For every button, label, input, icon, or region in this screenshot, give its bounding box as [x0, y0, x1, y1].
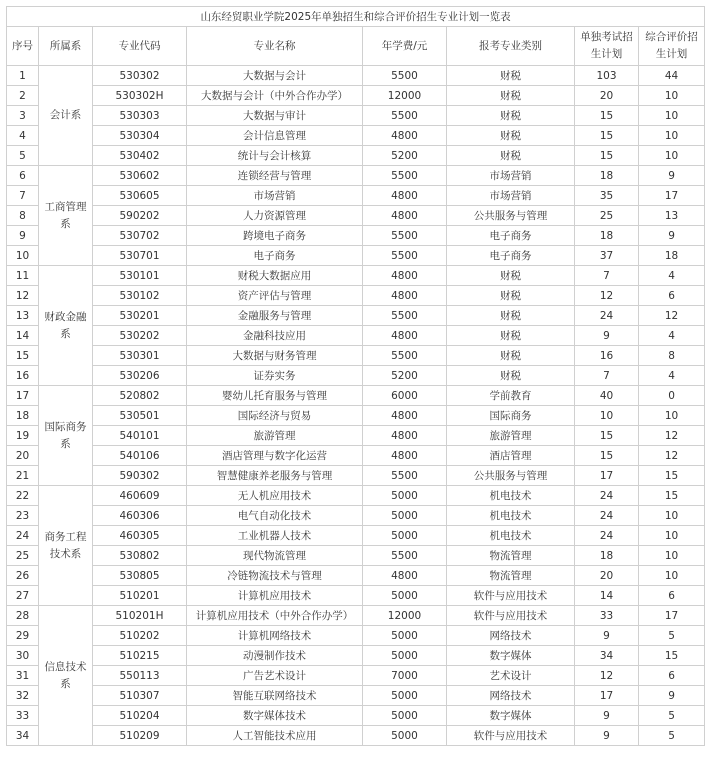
cell-fee: 5500: [363, 166, 447, 186]
table-row: [7, 386, 705, 406]
cell-code: 530605: [93, 186, 187, 206]
cell-code: 530302: [93, 66, 187, 86]
table-row: [7, 206, 705, 226]
table-row: [7, 666, 705, 686]
cell-department: 国际商务系: [39, 386, 93, 486]
cell-major-name: 无人机应用技术: [187, 486, 363, 506]
cell-fee: 12000: [363, 86, 447, 106]
cell-department: 商务工程技术系: [39, 486, 93, 606]
cell-category: 财税: [447, 366, 575, 386]
cell-seq: 27: [7, 586, 39, 606]
table-row: [7, 106, 705, 126]
table-row: [7, 86, 705, 106]
header-category: 报考专业类别: [447, 27, 575, 66]
cell-major-name: 广告艺术设计: [187, 666, 363, 686]
cell-comprehensive-plan: 15: [639, 646, 705, 666]
cell-single-plan: 9: [575, 706, 639, 726]
cell-seq: 4: [7, 126, 39, 146]
cell-code: 520802: [93, 386, 187, 406]
table-row: [7, 506, 705, 526]
table-row: [7, 366, 705, 386]
header-single-plan: 单独考试招生计划: [575, 27, 639, 66]
cell-category: 酒店管理: [447, 446, 575, 466]
cell-comprehensive-plan: 10: [639, 86, 705, 106]
cell-category: 艺术设计: [447, 666, 575, 686]
cell-seq: 11: [7, 266, 39, 286]
cell-code: 530701: [93, 246, 187, 266]
cell-comprehensive-plan: 10: [639, 406, 705, 426]
cell-single-plan: 25: [575, 206, 639, 226]
cell-single-plan: 34: [575, 646, 639, 666]
cell-comprehensive-plan: 10: [639, 546, 705, 566]
cell-category: 市场营销: [447, 166, 575, 186]
cell-comprehensive-plan: 10: [639, 106, 705, 126]
cell-comprehensive-plan: 10: [639, 526, 705, 546]
cell-seq: 6: [7, 166, 39, 186]
header-name: 专业名称: [187, 27, 363, 66]
cell-code: 530301: [93, 346, 187, 366]
cell-code: 530602: [93, 166, 187, 186]
cell-seq: 16: [7, 366, 39, 386]
cell-code: 510201H: [93, 606, 187, 626]
cell-category: 财税: [447, 146, 575, 166]
table-row: [7, 706, 705, 726]
cell-major-name: 跨境电子商务: [187, 226, 363, 246]
cell-single-plan: 18: [575, 546, 639, 566]
cell-seq: 7: [7, 186, 39, 206]
cell-fee: 5500: [363, 466, 447, 486]
cell-seq: 19: [7, 426, 39, 446]
table-row: [7, 166, 705, 186]
cell-fee: 4800: [363, 406, 447, 426]
cell-fee: 4800: [363, 286, 447, 306]
cell-category: 财税: [447, 126, 575, 146]
cell-seq: 8: [7, 206, 39, 226]
table-row: [7, 466, 705, 486]
cell-single-plan: 12: [575, 666, 639, 686]
cell-comprehensive-plan: 44: [639, 66, 705, 86]
header-seq: 序号: [7, 27, 39, 66]
cell-comprehensive-plan: 5: [639, 706, 705, 726]
cell-comprehensive-plan: 15: [639, 466, 705, 486]
cell-single-plan: 15: [575, 106, 639, 126]
cell-seq: 17: [7, 386, 39, 406]
cell-single-plan: 9: [575, 326, 639, 346]
cell-category: 市场营销: [447, 186, 575, 206]
cell-single-plan: 9: [575, 726, 639, 746]
cell-fee: 5500: [363, 346, 447, 366]
table-row: [7, 126, 705, 146]
cell-category: 网络技术: [447, 626, 575, 646]
cell-comprehensive-plan: 0: [639, 386, 705, 406]
cell-code: 510202: [93, 626, 187, 646]
cell-comprehensive-plan: 10: [639, 146, 705, 166]
cell-major-name: 大数据与会计: [187, 66, 363, 86]
cell-category: 财税: [447, 306, 575, 326]
cell-single-plan: 24: [575, 306, 639, 326]
cell-single-plan: 18: [575, 166, 639, 186]
cell-major-name: 电气自动化技术: [187, 506, 363, 526]
cell-comprehensive-plan: 4: [639, 366, 705, 386]
cell-category: 财税: [447, 266, 575, 286]
cell-category: 财税: [447, 346, 575, 366]
cell-major-name: 计算机网络技术: [187, 626, 363, 646]
cell-major-name: 人工智能技术应用: [187, 726, 363, 746]
table-row: [7, 346, 705, 366]
cell-category: 数字媒体: [447, 706, 575, 726]
cell-comprehensive-plan: 17: [639, 186, 705, 206]
cell-major-name: 统计与会计核算: [187, 146, 363, 166]
table-row: [7, 326, 705, 346]
cell-major-name: 市场营销: [187, 186, 363, 206]
cell-department: 会计系: [39, 66, 93, 166]
cell-department: 财政金融系: [39, 266, 93, 386]
cell-category: 旅游管理: [447, 426, 575, 446]
cell-single-plan: 103: [575, 66, 639, 86]
table-row: [7, 646, 705, 666]
cell-category: 物流管理: [447, 566, 575, 586]
cell-category: 软件与应用技术: [447, 726, 575, 746]
cell-single-plan: 17: [575, 686, 639, 706]
cell-single-plan: 15: [575, 446, 639, 466]
cell-seq: 14: [7, 326, 39, 346]
cell-comprehensive-plan: 4: [639, 266, 705, 286]
cell-seq: 28: [7, 606, 39, 626]
cell-code: 510307: [93, 686, 187, 706]
cell-fee: 5000: [363, 506, 447, 526]
table-row: [7, 686, 705, 706]
table-row: [7, 66, 705, 86]
cell-seq: 26: [7, 566, 39, 586]
cell-major-name: 智慧健康养老服务与管理: [187, 466, 363, 486]
header-dept: 所属系: [39, 27, 93, 66]
cell-department: 信息技术系: [39, 606, 93, 746]
cell-code: 460306: [93, 506, 187, 526]
cell-category: 财税: [447, 66, 575, 86]
cell-single-plan: 15: [575, 146, 639, 166]
cell-major-name: 计算机应用技术（中外合作办学）: [187, 606, 363, 626]
cell-category: 财税: [447, 326, 575, 346]
cell-major-name: 金融服务与管理: [187, 306, 363, 326]
cell-comprehensive-plan: 12: [639, 446, 705, 466]
cell-single-plan: 24: [575, 506, 639, 526]
cell-code: 460305: [93, 526, 187, 546]
cell-fee: 5500: [363, 66, 447, 86]
cell-category: 电子商务: [447, 246, 575, 266]
cell-category: 数字媒体: [447, 646, 575, 666]
cell-category: 机电技术: [447, 526, 575, 546]
header-code: 专业代码: [93, 27, 187, 66]
cell-code: 530206: [93, 366, 187, 386]
cell-single-plan: 9: [575, 626, 639, 646]
cell-comprehensive-plan: 6: [639, 586, 705, 606]
cell-code: 590302: [93, 466, 187, 486]
cell-single-plan: 12: [575, 286, 639, 306]
cell-fee: 5500: [363, 546, 447, 566]
cell-major-name: 连锁经营与管理: [187, 166, 363, 186]
cell-seq: 9: [7, 226, 39, 246]
cell-fee: 5000: [363, 686, 447, 706]
cell-seq: 13: [7, 306, 39, 326]
cell-comprehensive-plan: 10: [639, 126, 705, 146]
cell-single-plan: 20: [575, 566, 639, 586]
table-row: [7, 246, 705, 266]
cell-single-plan: 35: [575, 186, 639, 206]
cell-comprehensive-plan: 8: [639, 346, 705, 366]
cell-seq: 5: [7, 146, 39, 166]
cell-code: 540106: [93, 446, 187, 466]
cell-seq: 3: [7, 106, 39, 126]
table-row: [7, 186, 705, 206]
cell-major-name: 大数据与审计: [187, 106, 363, 126]
cell-code: 510215: [93, 646, 187, 666]
cell-single-plan: 24: [575, 526, 639, 546]
cell-code: 530302H: [93, 86, 187, 106]
cell-major-name: 资产评估与管理: [187, 286, 363, 306]
cell-category: 机电技术: [447, 486, 575, 506]
cell-fee: 4800: [363, 446, 447, 466]
cell-code: 530201: [93, 306, 187, 326]
cell-fee: 5000: [363, 586, 447, 606]
cell-seq: 29: [7, 626, 39, 646]
cell-seq: 10: [7, 246, 39, 266]
cell-category: 财税: [447, 106, 575, 126]
table-row: [7, 286, 705, 306]
cell-code: 510209: [93, 726, 187, 746]
cell-fee: 4800: [363, 206, 447, 226]
cell-code: 510201: [93, 586, 187, 606]
table-row: [7, 146, 705, 166]
cell-category: 物流管理: [447, 546, 575, 566]
cell-seq: 31: [7, 666, 39, 686]
cell-comprehensive-plan: 4: [639, 326, 705, 346]
cell-code: 550113: [93, 666, 187, 686]
cell-code: 510204: [93, 706, 187, 726]
cell-fee: 5200: [363, 146, 447, 166]
cell-comprehensive-plan: 9: [639, 226, 705, 246]
table-row: [7, 446, 705, 466]
cell-fee: 5000: [363, 646, 447, 666]
cell-major-name: 国际经济与贸易: [187, 406, 363, 426]
cell-major-name: 人力资源管理: [187, 206, 363, 226]
cell-fee: 5500: [363, 246, 447, 266]
cell-fee: 12000: [363, 606, 447, 626]
cell-seq: 12: [7, 286, 39, 306]
cell-seq: 24: [7, 526, 39, 546]
cell-code: 530303: [93, 106, 187, 126]
cell-code: 540101: [93, 426, 187, 446]
cell-seq: 15: [7, 346, 39, 366]
cell-comprehensive-plan: 12: [639, 426, 705, 446]
cell-seq: 1: [7, 66, 39, 86]
table-row: [7, 526, 705, 546]
cell-category: 公共服务与管理: [447, 206, 575, 226]
cell-single-plan: 33: [575, 606, 639, 626]
cell-fee: 4800: [363, 566, 447, 586]
cell-single-plan: 7: [575, 366, 639, 386]
cell-major-name: 婴幼儿托育服务与管理: [187, 386, 363, 406]
cell-code: 530802: [93, 546, 187, 566]
cell-code: 460609: [93, 486, 187, 506]
cell-code: 530102: [93, 286, 187, 306]
cell-fee: 5000: [363, 726, 447, 746]
cell-comprehensive-plan: 10: [639, 566, 705, 586]
cell-single-plan: 37: [575, 246, 639, 266]
cell-category: 电子商务: [447, 226, 575, 246]
table-title: 山东经贸职业学院2025年单独招生和综合评价招生专业计划一览表: [7, 7, 705, 27]
table-row: [7, 226, 705, 246]
cell-category: 学前教育: [447, 386, 575, 406]
cell-code: 530501: [93, 406, 187, 426]
cell-fee: 4800: [363, 186, 447, 206]
cell-fee: 5500: [363, 226, 447, 246]
enrollment-plan-table: [6, 6, 705, 746]
cell-comprehensive-plan: 15: [639, 486, 705, 506]
table-row: [7, 546, 705, 566]
cell-comprehensive-plan: 5: [639, 726, 705, 746]
cell-seq: 32: [7, 686, 39, 706]
cell-single-plan: 24: [575, 486, 639, 506]
cell-seq: 30: [7, 646, 39, 666]
cell-major-name: 数字媒体技术: [187, 706, 363, 726]
cell-seq: 22: [7, 486, 39, 506]
cell-major-name: 大数据与财务管理: [187, 346, 363, 366]
cell-major-name: 金融科技应用: [187, 326, 363, 346]
cell-category: 财税: [447, 286, 575, 306]
cell-single-plan: 40: [575, 386, 639, 406]
cell-category: 公共服务与管理: [447, 466, 575, 486]
cell-fee: 5000: [363, 526, 447, 546]
cell-code: 530101: [93, 266, 187, 286]
header-comprehensive-plan: 综合评价招生计划: [639, 27, 705, 66]
table-row: [7, 306, 705, 326]
cell-department: 工商管理系: [39, 166, 93, 266]
cell-code: 530702: [93, 226, 187, 246]
cell-major-name: 智能互联网络技术: [187, 686, 363, 706]
cell-major-name: 冷链物流技术与管理: [187, 566, 363, 586]
cell-category: 软件与应用技术: [447, 606, 575, 626]
cell-code: 530202: [93, 326, 187, 346]
cell-major-name: 酒店管理与数字化运营: [187, 446, 363, 466]
cell-single-plan: 14: [575, 586, 639, 606]
table-body: [7, 66, 705, 746]
cell-seq: 25: [7, 546, 39, 566]
cell-comprehensive-plan: 18: [639, 246, 705, 266]
cell-fee: 4800: [363, 426, 447, 446]
cell-major-name: 旅游管理: [187, 426, 363, 446]
cell-category: 网络技术: [447, 686, 575, 706]
cell-fee: 7000: [363, 666, 447, 686]
cell-comprehensive-plan: 6: [639, 666, 705, 686]
cell-fee: 4800: [363, 266, 447, 286]
table-row: [7, 586, 705, 606]
table-row: [7, 426, 705, 446]
cell-single-plan: 18: [575, 226, 639, 246]
cell-seq: 18: [7, 406, 39, 426]
cell-comprehensive-plan: 6: [639, 286, 705, 306]
cell-seq: 34: [7, 726, 39, 746]
cell-fee: 5000: [363, 706, 447, 726]
cell-comprehensive-plan: 10: [639, 506, 705, 526]
cell-fee: 5000: [363, 626, 447, 646]
cell-single-plan: 15: [575, 126, 639, 146]
table-row: [7, 566, 705, 586]
cell-single-plan: 17: [575, 466, 639, 486]
table-row: [7, 406, 705, 426]
cell-fee: 5200: [363, 366, 447, 386]
cell-single-plan: 7: [575, 266, 639, 286]
table-row: [7, 626, 705, 646]
cell-fee: 5500: [363, 106, 447, 126]
cell-code: 530805: [93, 566, 187, 586]
cell-single-plan: 10: [575, 406, 639, 426]
cell-seq: 33: [7, 706, 39, 726]
cell-major-name: 财税大数据应用: [187, 266, 363, 286]
cell-code: 590202: [93, 206, 187, 226]
cell-single-plan: 16: [575, 346, 639, 366]
table-row: [7, 726, 705, 746]
plan-table-container: [6, 6, 705, 746]
cell-major-name: 工业机器人技术: [187, 526, 363, 546]
cell-comprehensive-plan: 9: [639, 686, 705, 706]
cell-fee: 4800: [363, 326, 447, 346]
table-row: [7, 606, 705, 626]
cell-fee: 6000: [363, 386, 447, 406]
cell-category: 财税: [447, 86, 575, 106]
header-fee: 年学费/元: [363, 27, 447, 66]
cell-major-name: 计算机应用技术: [187, 586, 363, 606]
cell-fee: 5000: [363, 486, 447, 506]
cell-fee: 5500: [363, 306, 447, 326]
cell-seq: 21: [7, 466, 39, 486]
cell-major-name: 电子商务: [187, 246, 363, 266]
cell-major-name: 证券实务: [187, 366, 363, 386]
cell-comprehensive-plan: 5: [639, 626, 705, 646]
cell-comprehensive-plan: 17: [639, 606, 705, 626]
cell-comprehensive-plan: 13: [639, 206, 705, 226]
cell-seq: 2: [7, 86, 39, 106]
cell-code: 530304: [93, 126, 187, 146]
cell-single-plan: 20: [575, 86, 639, 106]
cell-major-name: 会计信息管理: [187, 126, 363, 146]
cell-major-name: 现代物流管理: [187, 546, 363, 566]
cell-category: 软件与应用技术: [447, 586, 575, 606]
cell-seq: 20: [7, 446, 39, 466]
cell-fee: 4800: [363, 126, 447, 146]
cell-single-plan: 15: [575, 426, 639, 446]
cell-major-name: 大数据与会计（中外合作办学）: [187, 86, 363, 106]
cell-category: 机电技术: [447, 506, 575, 526]
cell-major-name: 动漫制作技术: [187, 646, 363, 666]
cell-comprehensive-plan: 12: [639, 306, 705, 326]
cell-category: 国际商务: [447, 406, 575, 426]
table-row: [7, 486, 705, 506]
table-row: [7, 266, 705, 286]
cell-seq: 23: [7, 506, 39, 526]
cell-comprehensive-plan: 9: [639, 166, 705, 186]
cell-code: 530402: [93, 146, 187, 166]
